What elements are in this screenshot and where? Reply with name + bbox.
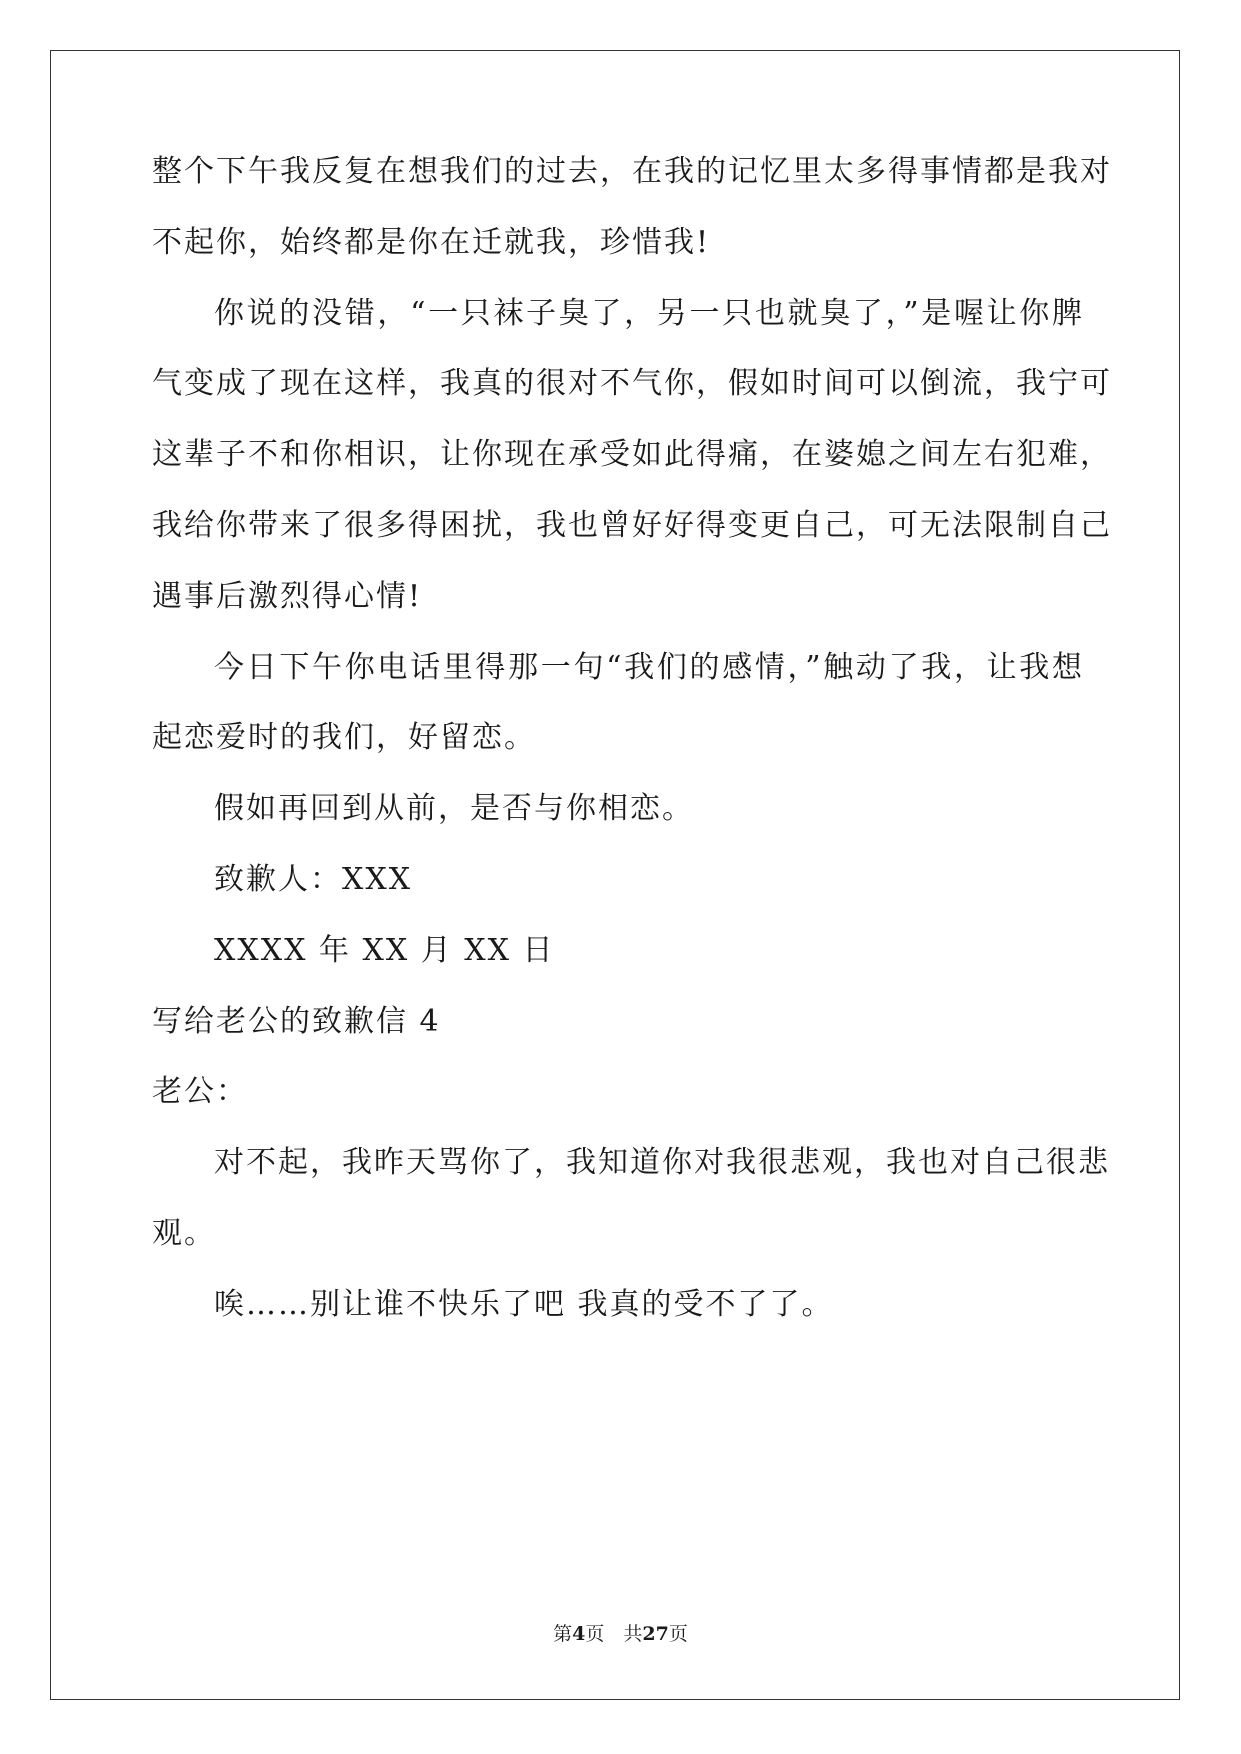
footer-mid: 页 共 xyxy=(585,1623,643,1645)
date-line: XXXX 年 XX 月 XX 日 xyxy=(214,933,555,968)
paragraph-line: 对不起，我昨天骂你了，我知道你对我很悲观，我也对自己很悲 xyxy=(214,1145,1110,1180)
paragraph-line: 起恋爱时的我们，好留恋。 xyxy=(152,720,536,755)
paragraph-line: 观。 xyxy=(152,1216,216,1251)
paragraph-line: 假如再回到从前，是否与你相恋。 xyxy=(214,791,694,826)
paragraph-line: 气变成了现在这样，我真的很对不气你，假如时间可以倒流，我宁可 xyxy=(152,366,1112,401)
signature-line: 致歉人：XXX xyxy=(214,862,413,897)
paragraph-line: 这辈子不和你相识，让你现在承受如此得痛，在婆媳之间左右犯难， xyxy=(152,437,1112,472)
paragraph-line: 我给你带来了很多得困扰，我也曾好好得变更自己，可无法限制自己 xyxy=(152,508,1112,543)
total-page-number: 27 xyxy=(642,1623,669,1645)
paragraph-line: 整个下午我反复在想我们的过去，在我的记忆里太多得事情都是我对 xyxy=(152,154,1112,189)
section-heading: 写给老公的致歉信 4 xyxy=(152,1004,441,1039)
paragraph-line: 不起你，始终都是你在迁就我，珍惜我! xyxy=(152,225,711,260)
paragraph-line: 今日下午你电话里得那一句“我们的感情，”触动了我，让我想 xyxy=(214,650,1084,685)
current-page-number: 4 xyxy=(572,1623,586,1645)
paragraph-line: 唉……别让谁不快乐了吧 我真的受不了了。 xyxy=(214,1287,834,1322)
footer-prefix: 第 xyxy=(553,1623,573,1645)
paragraph-line: 遇事后激烈得心情! xyxy=(152,579,423,614)
paragraph-line: 你说的没错，“一只袜子臭了，另一只也就臭了，”是喔让你脾 xyxy=(214,296,1084,331)
page-footer xyxy=(0,1622,1241,1646)
footer-suffix: 页 xyxy=(668,1623,688,1645)
salutation: 老公： xyxy=(152,1074,248,1109)
